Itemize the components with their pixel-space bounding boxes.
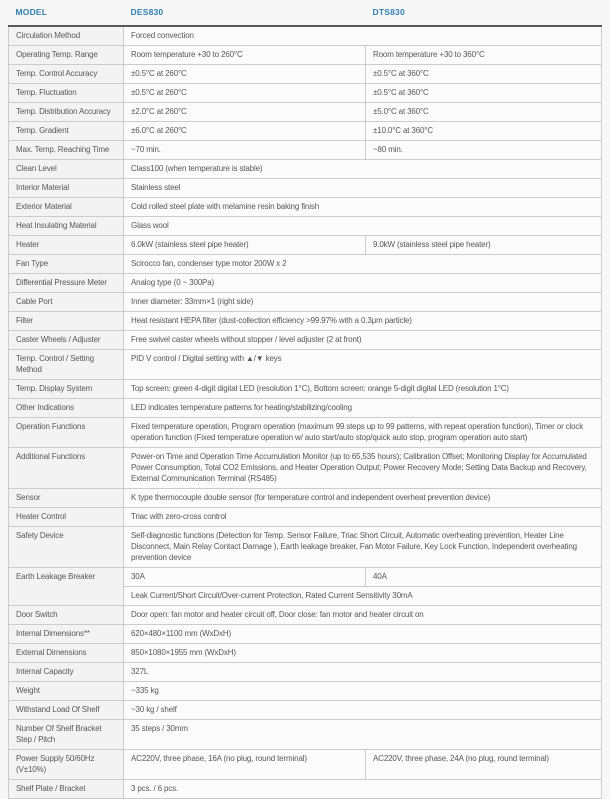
spec-value-des830: ±0.5°C at 260°C <box>124 84 366 103</box>
spec-value-both: ~335 kg <box>124 682 602 701</box>
spec-table <box>8 0 602 799</box>
spec-row <box>9 508 602 527</box>
spec-value-dts830: 9.0kW (stainless steel pipe heater) <box>366 236 602 255</box>
spec-value-des830: 30A <box>124 568 366 587</box>
spec-row-label: Power Supply 50/60Hz (V±10%) <box>9 750 124 780</box>
spec-row <box>9 780 602 799</box>
spec-value-both: Self-diagnostic functions (Detection for Temp. Sensor Failure, Triac Short Circuit, Automatic overheating prevention, Heater Line Disconnect, Main Relay Contact Damage ), Earth leakage breaker, Fan Motor Failure, Key Lock Function, Independent overheating prevention device <box>124 527 602 568</box>
spec-value-both: Class100 (when temperature is stable) <box>124 160 602 179</box>
spec-row-label: Sensor <box>9 489 124 508</box>
spec-value-both: Free swivel caster wheels without stopper / level adjuster (2 at front) <box>124 331 602 350</box>
spec-value-des830: ~70 min. <box>124 141 366 160</box>
spec-value-both: Power-on Time and Operation Time Accumulation Monitor (up to 65,535 hours); Calibration Offset; Monitoring Display for Accumulated Power Consumption, Total CO2 Emissions, and Heater Operation Output; Power Recovery Mode; Setting Data Backup and Recovery, External Communication Terminal (RS485) <box>124 448 602 489</box>
spec-value-both: Glass wool <box>124 217 602 236</box>
header-row <box>9 0 602 26</box>
spec-value-both: Fixed temperature operation, Program operation (maximum 99 steps up to 99 patterns, with repeat operation function), Timer or clock operation function (Fixed temperature operation w/ auto start/auto stop/quick auto stop, program operation auto start) <box>124 418 602 448</box>
spec-value-dts830: ±5.0°C at 360°C <box>366 103 602 122</box>
spec-value-dts830: ±10.0°C at 360°C <box>366 122 602 141</box>
spec-row <box>9 331 602 350</box>
column-header-des830: DES830 <box>130 7 164 17</box>
spec-row <box>9 65 602 84</box>
spec-row-label: Operating Temp. Range <box>9 46 124 65</box>
spec-value-dts830: Room temperature +30 to 360°C <box>366 46 602 65</box>
spec-row <box>9 255 602 274</box>
spec-row <box>9 625 602 644</box>
spec-row <box>9 236 602 255</box>
spec-value-des830: ±6.0°C at 260°C <box>124 122 366 141</box>
spec-row <box>9 46 602 65</box>
spec-row <box>9 750 602 780</box>
spec-value-both: Scirocco fan, condenser type motor 200W x 2 <box>124 255 602 274</box>
spec-value-dts830: ~80 min. <box>366 141 602 160</box>
spec-value-both: LED indicates temperature patterns for heating/stabilizing/cooling <box>124 399 602 418</box>
spec-row-label: Cable Port <box>9 293 124 312</box>
spec-row-label: Caster Wheels / Adjuster <box>9 331 124 350</box>
spec-value-both: K type thermocouple double sensor (for temperature control and independent overheat prevention device) <box>124 489 602 508</box>
spec-row-label: Exterior Material <box>9 198 124 217</box>
spec-row <box>9 720 602 750</box>
spec-row-label: Interior Material <box>9 179 124 198</box>
spec-row-label: Temp. Control Accuracy <box>9 65 124 84</box>
spec-row <box>9 399 602 418</box>
spec-row-label: Temp. Fluctuation <box>9 84 124 103</box>
spec-row <box>9 141 602 160</box>
spec-row-label: Fan Type <box>9 255 124 274</box>
spec-value-both: 850×1080×1955 mm (WxDxH) <box>124 644 602 663</box>
spec-value-both: PID V control / Digital setting with ▲/▼ keys <box>124 350 602 380</box>
spec-row-label: Temp. Distribution Accuracy <box>9 103 124 122</box>
spec-value-both: Door open: fan motor and heater circuit off, Door close: fan motor and heater circuit on <box>124 606 602 625</box>
spec-row <box>9 103 602 122</box>
spec-row <box>9 198 602 217</box>
spec-value-both: 3 pcs. / 6 pcs. <box>124 780 602 799</box>
spec-value-des830: 6.0kW (stainless steel pipe heater) <box>124 236 366 255</box>
spec-row <box>9 489 602 508</box>
spec-value-both: 620×480×1100 mm (WxDxH) <box>124 625 602 644</box>
spec-table-header <box>9 0 602 26</box>
spec-value-both: Heat resistant HEPA filter (dust-collection efficiency >99.97% with a 0.3μm particle) <box>124 312 602 331</box>
spec-row <box>9 448 602 489</box>
spec-row <box>9 217 602 236</box>
spec-row-label: Filter <box>9 312 124 331</box>
spec-row-label: Circulation Method <box>9 26 124 46</box>
spec-value-des830: Room temperature +30 to 260°C <box>124 46 366 65</box>
spec-row-label: Other Indications <box>9 399 124 418</box>
spec-value-des830: ±0.5°C at 260°C <box>124 65 366 84</box>
spec-value-note: Leak Current/Short Circuit/Over-current Protection, Rated Current Sensitivity 30mA <box>124 587 602 606</box>
spec-value-dts830: AC220V, three phase, 24A (no plug, round terminal) <box>366 750 602 780</box>
spec-row <box>9 160 602 179</box>
column-header-model: MODEL <box>15 7 48 17</box>
spec-row <box>9 682 602 701</box>
spec-row-label: Differential Pressure Meter <box>9 274 124 293</box>
spec-row-label: Operation Functions <box>9 418 124 448</box>
spec-row-label: Internal Dimensions** <box>9 625 124 644</box>
spec-value-dts830: ±0.5°C at 360°C <box>366 65 602 84</box>
spec-row <box>9 350 602 380</box>
spec-table-body <box>9 26 602 799</box>
spec-row-label: Clean Level <box>9 160 124 179</box>
spec-row <box>9 568 602 587</box>
spec-row <box>9 84 602 103</box>
spec-value-both: Stainless steel <box>124 179 602 198</box>
spec-row <box>9 26 602 46</box>
spec-row-label: Internal Capacity <box>9 663 124 682</box>
spec-row-label: Withstand Load Of Shelf <box>9 701 124 720</box>
spec-row <box>9 527 602 568</box>
spec-row <box>9 179 602 198</box>
spec-value-both: Triac with zero-cross control <box>124 508 602 527</box>
spec-row-label: Temp. Control / Setting Method <box>9 350 124 380</box>
spec-row-label: Heater <box>9 236 124 255</box>
spec-value-both: 35 steps / 30mm <box>124 720 602 750</box>
spec-row-label: Temp. Display System <box>9 380 124 399</box>
spec-row <box>9 293 602 312</box>
spec-row <box>9 663 602 682</box>
spec-value-des830: AC220V, three phase, 16A (no plug, round terminal) <box>124 750 366 780</box>
spec-value-both: 327L <box>124 663 602 682</box>
spec-row-label: External Dimensions <box>9 644 124 663</box>
spec-value-both: Inner diameter: 33mm×1 (right side) <box>124 293 602 312</box>
spec-row-label: Door Switch <box>9 606 124 625</box>
spec-row-label: Shelf Plate / Bracket <box>9 780 124 799</box>
spec-row <box>9 274 602 293</box>
spec-row-label: Safety Device <box>9 527 124 568</box>
spec-value-both: Analog type (0 ~ 300Pa) <box>124 274 602 293</box>
spec-value-des830: ±2.0°C at 260°C <box>124 103 366 122</box>
spec-row-label: Number Of Shelf Bracket Step / Pitch <box>9 720 124 750</box>
column-header-dts830: DTS830 <box>372 7 405 17</box>
spec-row-label: Earth Leakage Breaker <box>9 568 124 606</box>
spec-row-label: Max. Temp. Reaching Time <box>9 141 124 160</box>
spec-row <box>9 380 602 399</box>
spec-row-label: Weight <box>9 682 124 701</box>
spec-row <box>9 701 602 720</box>
spec-row <box>9 418 602 448</box>
spec-value-both: Forced convection <box>124 26 602 46</box>
spec-row-label: Heat Insulating Material <box>9 217 124 236</box>
spec-row-label: Heater Control <box>9 508 124 527</box>
spec-row <box>9 644 602 663</box>
spec-row-label: Temp. Gradient <box>9 122 124 141</box>
spec-row-label: Additional Functions <box>9 448 124 489</box>
spec-row <box>9 606 602 625</box>
spec-value-both: Cold rolled steel plate with melamine resin baking finish <box>124 198 602 217</box>
spec-value-both: ~30 kg / shelf <box>124 701 602 720</box>
spec-row <box>9 122 602 141</box>
spec-value-both: Top screen: green 4-digit digital LED (resolution 1°C), Bottom screen: orange 5-digit digital LED (resolution 1°C) <box>124 380 602 399</box>
spec-value-dts830: ±0.5°C at 360°C <box>366 84 602 103</box>
spec-value-dts830: 40A <box>366 568 602 587</box>
spec-row <box>9 312 602 331</box>
